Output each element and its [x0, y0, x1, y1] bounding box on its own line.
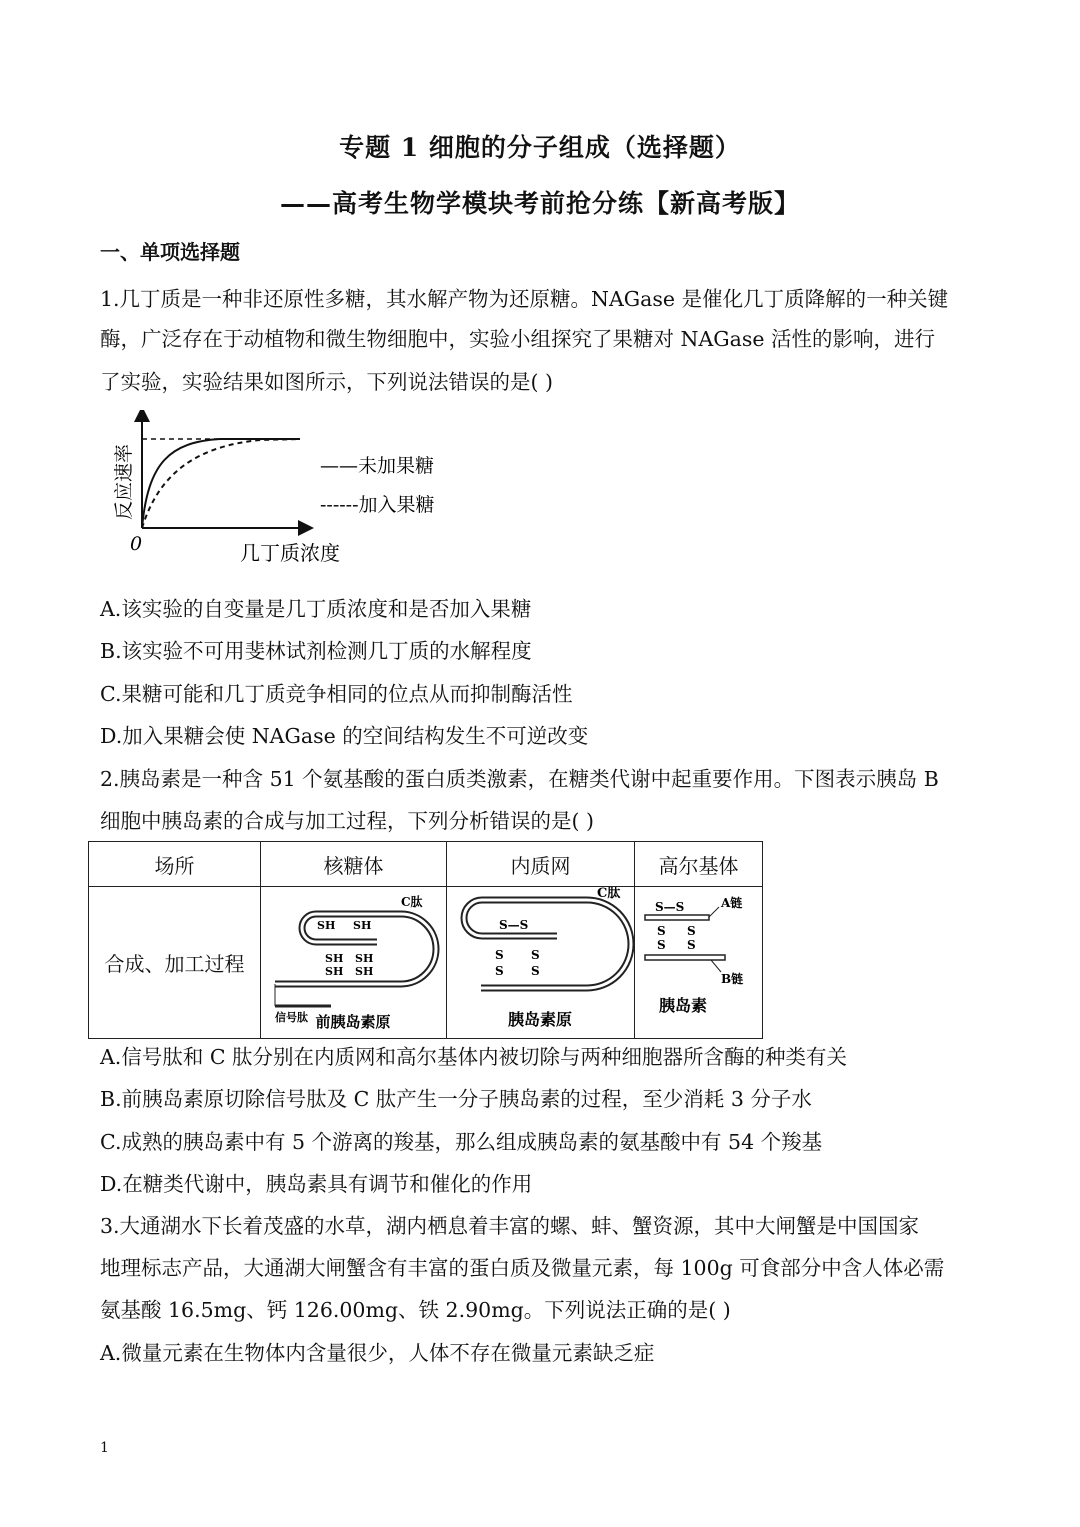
svg-text:S—S: S—S	[499, 918, 529, 932]
q1-option-d: D.加入果糖会使 NAGase 的空间结构发生不可逆改变	[100, 724, 589, 748]
q2-stem-line-2: 细胞中胰岛素的合成与加工过程，下列分析错误的是( )	[100, 809, 595, 833]
svg-text:S: S	[657, 924, 666, 938]
table-header-er: 内质网	[447, 842, 635, 887]
q3-stem-line-2: 地理标志产品，大通湖大闸蟹含有丰富的蛋白质及微量元素，每 100g 可食部分中含人体必需	[100, 1256, 945, 1280]
q1-enzyme-rate-figure	[100, 410, 480, 570]
table-header-location: 场所	[89, 842, 261, 887]
svg-text:S: S	[687, 924, 696, 938]
svg-text:B链: B链	[721, 972, 744, 986]
q2-option-c: C.成熟的胰岛素中有 5 个游离的羧基，那么组成胰岛素的氨基酸中有 54 个羧基	[100, 1130, 823, 1154]
svg-text:S: S	[495, 964, 504, 978]
section-heading: 一、单项选择题	[100, 240, 240, 264]
table-header-golgi: 高尔基体	[635, 842, 763, 887]
legend-dashed: ------加入果糖	[320, 494, 435, 516]
legend-solid: ——未加果糖	[320, 455, 435, 477]
page-number: 1	[100, 1440, 109, 1456]
document-subtitle: ——高考生物学模块考前抢分练【新高考版】	[279, 189, 800, 218]
y-axis-label: 反应速率	[113, 443, 135, 521]
proinsulin-diagram	[447, 887, 634, 1033]
caption-preproinsulin: 前胰岛素原	[315, 1013, 391, 1031]
table-row-label: 合成、加工过程	[89, 887, 261, 1039]
curve-fructose	[142, 439, 300, 528]
ribosome-diagram-cell	[261, 887, 447, 1039]
origin-label: 0	[130, 533, 143, 555]
svg-text:S: S	[531, 964, 540, 978]
svg-text:S: S	[687, 938, 696, 952]
svg-text:S—S: S—S	[655, 900, 685, 914]
svg-text:S: S	[495, 948, 504, 962]
table-header-ribosome: 核糖体	[261, 842, 447, 887]
q2-stem-line-1: 2.胰岛素是一种含 51 个氨基酸的蛋白质类激素，在糖类代谢中起重要作用。下图表示胰岛 B	[100, 767, 939, 791]
q3-stem-line-3: 氨基酸 16.5mg、钙 126.00mg、铁 2.90mg。下列说法正确的是( )	[100, 1298, 731, 1322]
svg-text:C肽: C肽	[597, 887, 621, 901]
curve-no-fructose	[142, 439, 300, 528]
svg-text:SH: SH	[353, 919, 372, 932]
q1-option-b: B.该实验不可用斐林试剂检测几丁质的水解程度	[100, 639, 532, 663]
q2-option-d: D.在糖类代谢中，胰岛素具有调节和催化的作用	[100, 1172, 533, 1196]
x-axis-label: 几丁质浓度	[240, 541, 340, 565]
q1-stem-line-3: 了实验，实验结果如图所示，下列说法错误的是( )	[100, 370, 554, 394]
svg-text:A链: A链	[721, 896, 743, 910]
insulin-process-table	[88, 841, 763, 1039]
q2-option-b: B.前胰岛素原切除信号肽及 C 肽产生一分子胰岛素的过程，至少消耗 3 分子水	[100, 1087, 812, 1111]
preproinsulin-diagram	[261, 887, 446, 1033]
q3-stem-line-1: 3.大通湖水下长着茂盛的水草，湖内栖息着丰富的螺、蚌、蟹资源，其中大闸蟹是中国国家	[100, 1214, 920, 1238]
svg-text:S: S	[657, 938, 666, 952]
svg-text:SH: SH	[355, 965, 374, 978]
svg-text:SH: SH	[325, 952, 344, 965]
q1-stem-line-1: 1.几丁质是一种非还原性多糖，其水解产物为还原糖。NAGase 是催化几丁质降解的一种关键	[100, 287, 949, 311]
q1-stem-line-2: 酶，广泛存在于动植物和微生物细胞中，实验小组探究了果糖对 NAGase 活性的影响，进行	[100, 327, 936, 351]
q3-option-a: A.微量元素在生物体内含量很少，人体不存在微量元素缺乏症	[100, 1341, 655, 1365]
document-title: 专题 1 细胞的分子组成（选择题）	[339, 133, 741, 162]
svg-text:SH: SH	[355, 952, 374, 965]
er-diagram-cell	[447, 887, 635, 1039]
golgi-diagram-cell	[635, 887, 763, 1039]
q2-option-a: A.信号肽和 C 肽分别在内质网和高尔基体内被切除与两种细胞器所含酶的种类有关	[100, 1045, 848, 1069]
insulin-diagram	[635, 887, 762, 1033]
svg-text:SH: SH	[317, 919, 336, 932]
q1-option-a: A.该实验的自变量是几丁质浓度和是否加入果糖	[100, 597, 532, 621]
caption-proinsulin: 胰岛素原	[507, 1010, 573, 1029]
svg-text:信号肽: 信号肽	[275, 1011, 308, 1024]
q1-option-c: C.果糖可能和几丁质竞争相同的位点从而抑制酶活性	[100, 682, 573, 706]
caption-insulin: 胰岛素	[658, 996, 708, 1015]
svg-text:S: S	[531, 948, 540, 962]
svg-text:C肽: C肽	[401, 895, 423, 909]
svg-text:SH: SH	[325, 965, 344, 978]
